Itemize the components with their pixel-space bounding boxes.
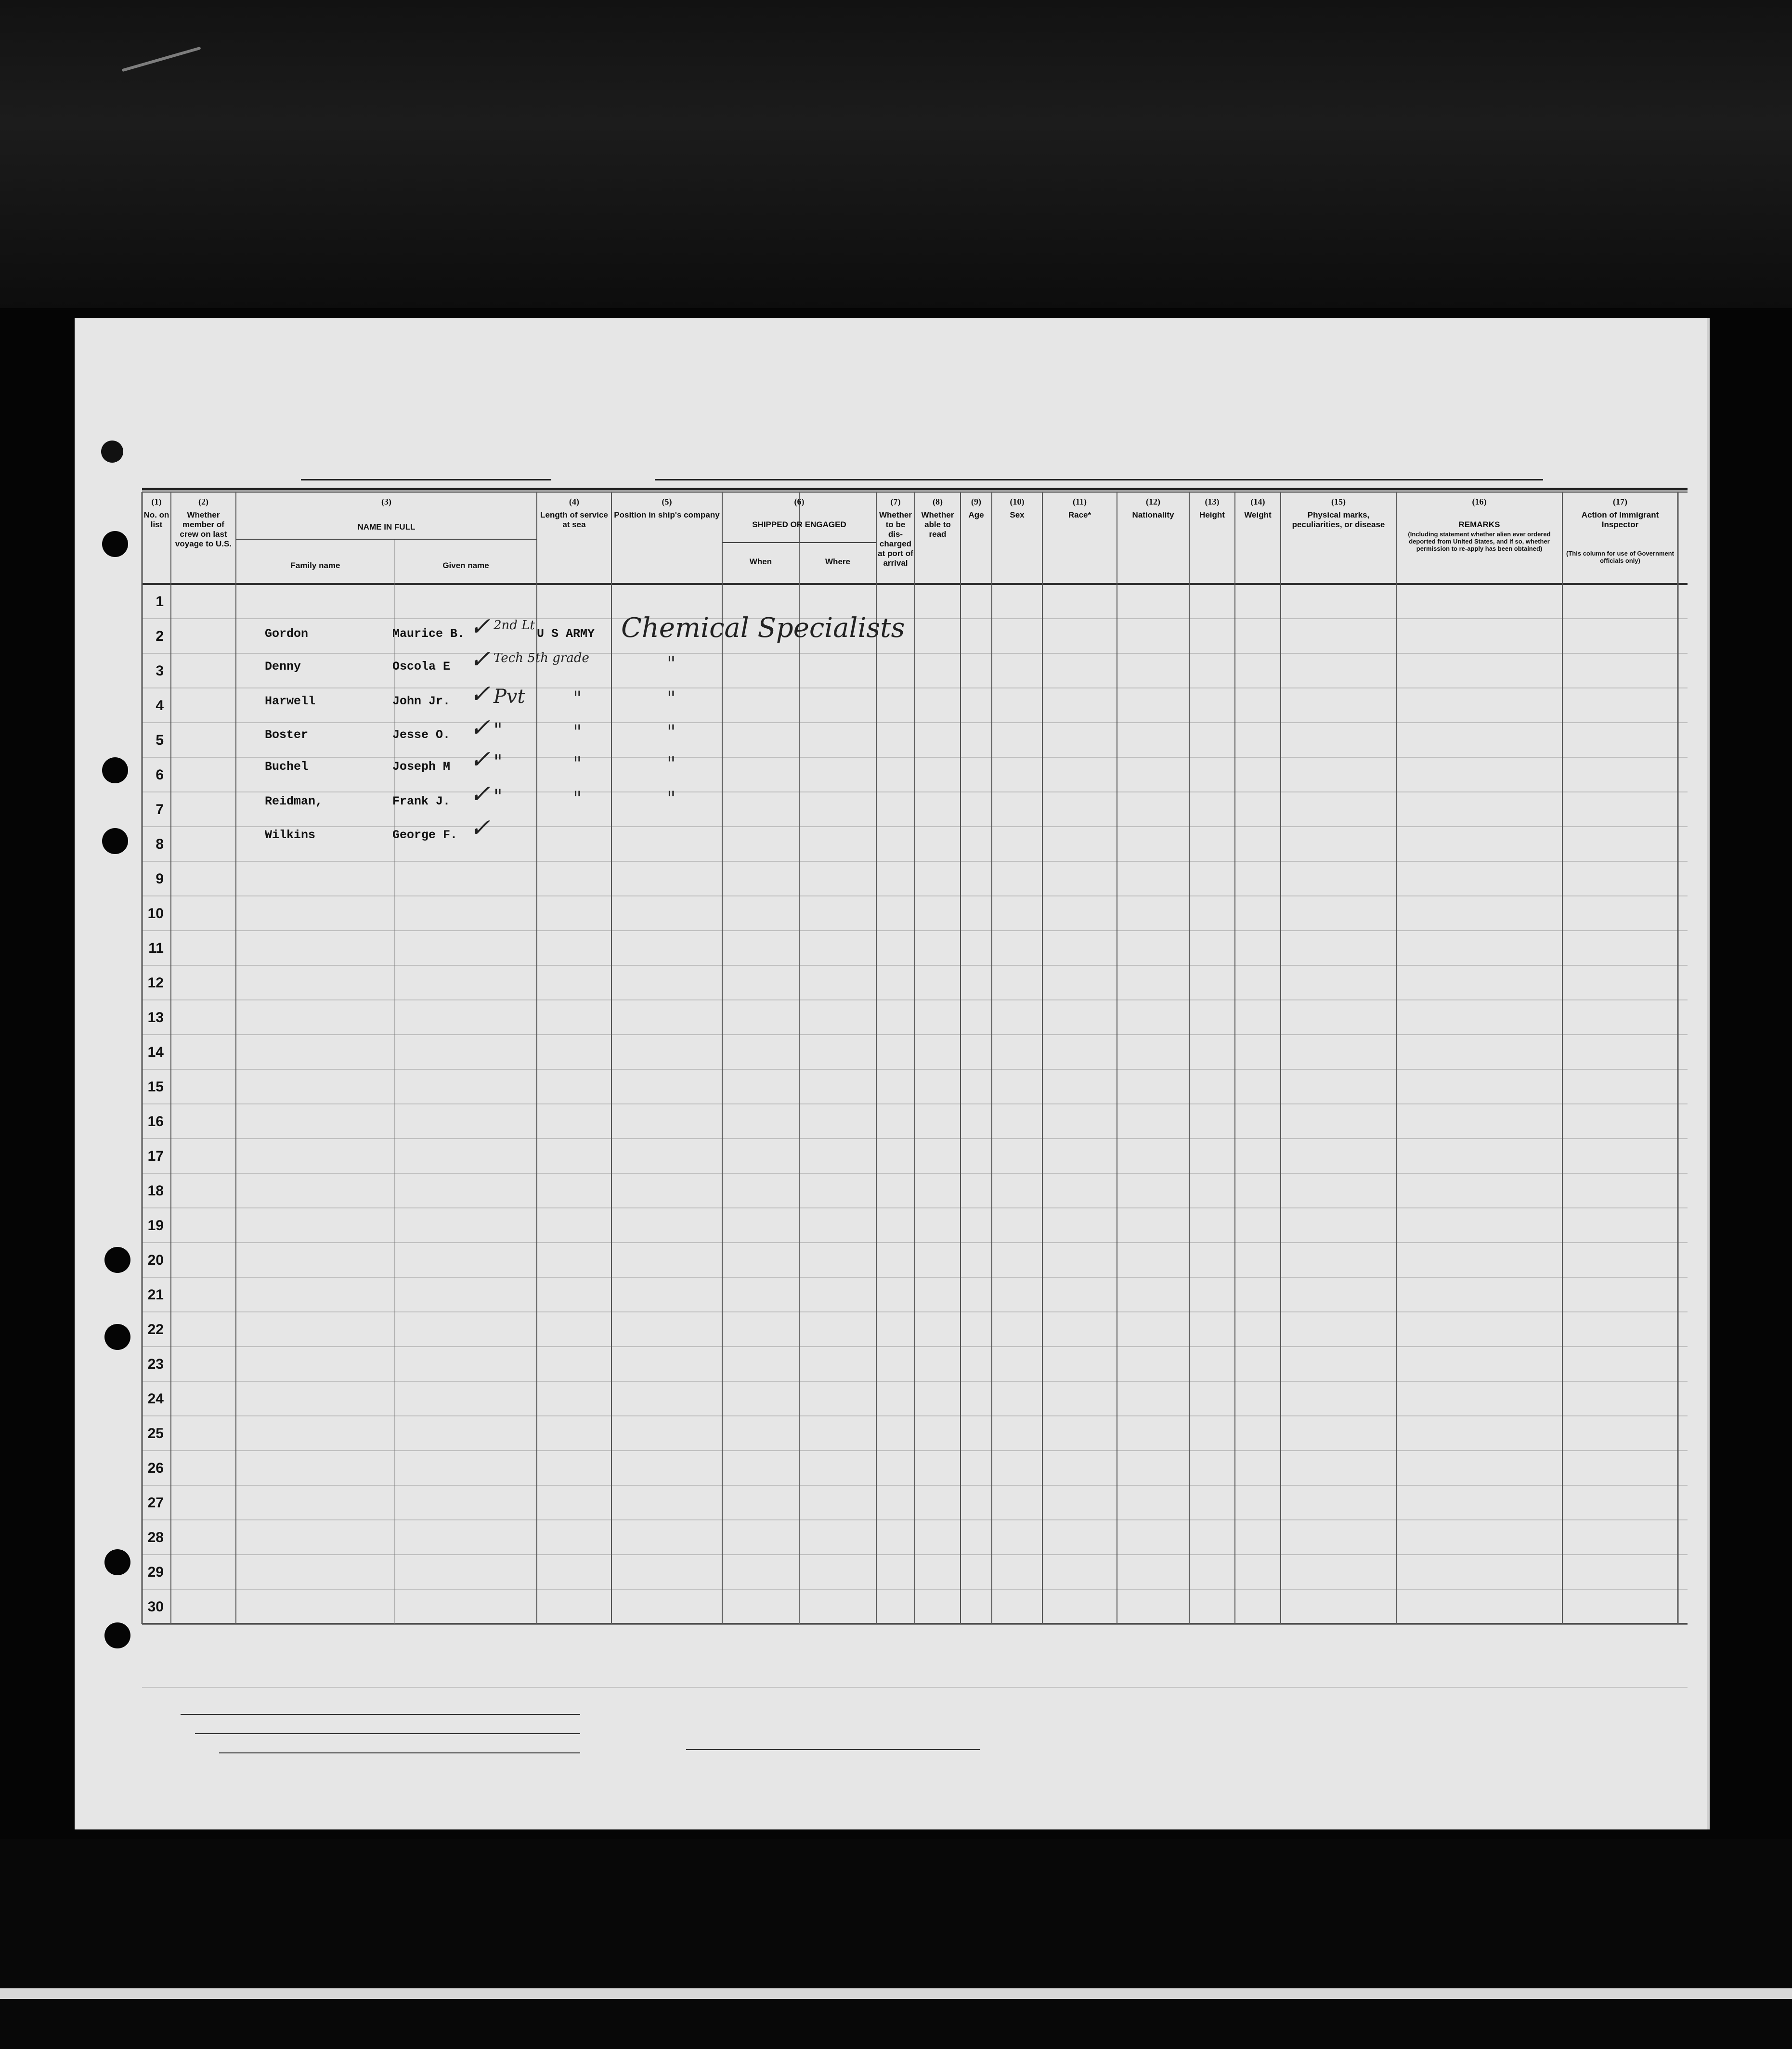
given-name: Jesse O. xyxy=(392,728,451,742)
row-number: 10 xyxy=(147,906,164,921)
given-name: George F. xyxy=(392,828,458,842)
row-number: 14 xyxy=(147,1044,164,1060)
row-number: 21 xyxy=(147,1287,164,1303)
row-number: 9 xyxy=(156,871,164,887)
column-number: (1) xyxy=(151,497,162,506)
column-number: (6) xyxy=(794,497,805,506)
column-number: (15) xyxy=(1331,497,1346,506)
column-header: Whether able to read xyxy=(921,510,954,539)
footer-owners-rule xyxy=(195,1733,580,1734)
position-in-company: " xyxy=(667,788,676,810)
column-header: No. on list xyxy=(143,510,169,529)
service-length: U S ARMY xyxy=(537,627,595,641)
column-number: (4) xyxy=(569,497,579,506)
column-number: (14) xyxy=(1250,497,1265,506)
given-name: Frank J. xyxy=(392,794,451,808)
row-number: 20 xyxy=(147,1252,164,1268)
sub-header-where: Where xyxy=(825,557,850,566)
column-number: (13) xyxy=(1205,497,1220,506)
rank: " xyxy=(493,719,503,741)
row-number: 18 xyxy=(147,1183,164,1199)
punch-hole xyxy=(104,1549,130,1575)
rank: Tech 5th grade xyxy=(493,651,589,665)
family-name: Reidman, xyxy=(265,794,323,808)
check-mark: ✓ xyxy=(469,780,491,809)
row-number: 27 xyxy=(147,1495,164,1511)
sub-header-remarks-note: (Including statement whether alien ever ordered deported from United States, and if so, whether permission to re-apply has been obtained) xyxy=(1408,531,1551,552)
column-header: Sex xyxy=(1010,510,1025,519)
film-edge-line xyxy=(0,1988,1792,1999)
manifest-sheet xyxy=(75,318,1710,1829)
row-number: 16 xyxy=(147,1114,164,1129)
family-name: Harwell xyxy=(265,694,316,708)
family-name: Wilkins xyxy=(265,828,316,842)
column-header: Nationality xyxy=(1132,510,1174,519)
service-length: " xyxy=(573,721,582,743)
punch-hole xyxy=(104,1622,130,1648)
sub-header-when: When xyxy=(749,557,772,566)
row-number: 5 xyxy=(156,732,164,748)
punch-hole xyxy=(102,828,128,854)
inspector-sign-rule xyxy=(686,1749,980,1750)
column-number: (11) xyxy=(1073,497,1087,506)
row-number: 23 xyxy=(147,1356,164,1372)
column-header: Height xyxy=(1199,510,1225,519)
punch-hole xyxy=(102,531,128,557)
punch-hole xyxy=(101,441,123,463)
column-header: Weight xyxy=(1244,510,1272,519)
footer-agents-rule xyxy=(219,1752,580,1753)
rank: " xyxy=(493,751,503,773)
row-number: 30 xyxy=(147,1599,164,1615)
given-name: Oscola E xyxy=(392,660,451,674)
row-number: 8 xyxy=(156,836,164,852)
position-in-company: " xyxy=(667,721,676,743)
column-header: Action of Immigrant Inspector xyxy=(1581,510,1659,529)
row-number: 2 xyxy=(156,628,164,644)
footer-line-rule xyxy=(181,1714,580,1715)
family-name: Boster xyxy=(265,728,309,742)
column-number: (5) xyxy=(662,497,672,506)
given-name: Joseph M xyxy=(392,760,451,774)
given-name: Maurice B. xyxy=(392,627,465,641)
column-header: NAME IN FULL xyxy=(357,522,416,532)
check-mark: ✓ xyxy=(469,645,491,674)
position-in-company: " xyxy=(667,687,676,710)
row-number: 12 xyxy=(147,975,164,991)
column-header: Physical marks, peculiarities, or disease xyxy=(1292,510,1385,529)
column-header: Whether to be dis-charged at port of arrival xyxy=(878,510,913,568)
row-number: 1 xyxy=(156,594,164,610)
film-border-bottom xyxy=(0,1839,1792,2049)
row-number: 22 xyxy=(147,1322,164,1337)
row-number: 28 xyxy=(147,1530,164,1545)
row-number: 19 xyxy=(147,1218,164,1233)
column-number: (12) xyxy=(1146,497,1160,506)
rank: 2nd Lt xyxy=(493,618,535,633)
row-number: 26 xyxy=(147,1460,164,1476)
position-in-company: " xyxy=(667,753,676,775)
vessel-name-rule xyxy=(301,479,551,480)
row-number: 3 xyxy=(156,663,164,679)
check-mark: ✓ xyxy=(469,713,491,742)
position-in-company: " xyxy=(667,653,676,675)
row-number: 4 xyxy=(156,698,164,713)
given-name: John Jr. xyxy=(392,694,451,708)
row-number: 25 xyxy=(147,1426,164,1441)
service-length: " xyxy=(573,687,582,710)
rank: Pvt xyxy=(493,686,525,708)
family-name: Gordon xyxy=(265,627,309,641)
row-number: 24 xyxy=(147,1391,164,1407)
column-number: (9) xyxy=(971,497,981,506)
rank: " xyxy=(493,786,503,808)
column-header: Age xyxy=(968,510,984,519)
column-header: Race* xyxy=(1068,510,1091,519)
column-number: (3) xyxy=(381,497,391,506)
punch-hole xyxy=(102,757,128,783)
sub-header-family-name: Family name xyxy=(290,561,340,570)
family-name: Denny xyxy=(265,660,301,674)
film-border-top xyxy=(0,0,1792,308)
column-number: (17) xyxy=(1613,497,1627,506)
check-mark: ✓ xyxy=(469,612,491,641)
column-number: (7) xyxy=(890,497,901,506)
column-header: Whether member of crew on last voyage to U.S. xyxy=(175,510,232,548)
check-mark: ✓ xyxy=(469,814,491,843)
column-number: (8) xyxy=(933,497,943,506)
row-number: 17 xyxy=(147,1148,164,1164)
sub-header-action-note: (This column for use of Government officials only) xyxy=(1566,550,1674,564)
row-number: 6 xyxy=(156,767,164,783)
row-number: 11 xyxy=(148,940,164,956)
column-header: Position in ship's company xyxy=(614,510,720,519)
from-port-rule xyxy=(1216,479,1543,480)
punch-hole xyxy=(104,1247,130,1273)
family-name: Buchel xyxy=(265,760,309,774)
row-number: 29 xyxy=(147,1564,164,1580)
service-length: " xyxy=(573,788,582,810)
punch-hole xyxy=(104,1324,130,1350)
column-number: (10) xyxy=(1010,497,1025,506)
column-number: (16) xyxy=(1472,497,1487,506)
row-number: 13 xyxy=(147,1010,164,1025)
row-number: 15 xyxy=(147,1079,164,1095)
row-number: 7 xyxy=(156,802,164,817)
column-number: (2) xyxy=(198,497,208,506)
column-header: REMARKS xyxy=(1458,520,1500,529)
check-mark: ✓ xyxy=(469,745,491,774)
service-length: " xyxy=(573,753,582,775)
check-mark: ✓ xyxy=(469,680,491,709)
position-in-company: Chemical Specialists xyxy=(621,612,905,644)
column-header: Length of service at sea xyxy=(540,510,608,529)
column-header: SHIPPED OR ENGAGED xyxy=(752,520,846,529)
sub-header-given-name: Given name xyxy=(442,561,489,570)
